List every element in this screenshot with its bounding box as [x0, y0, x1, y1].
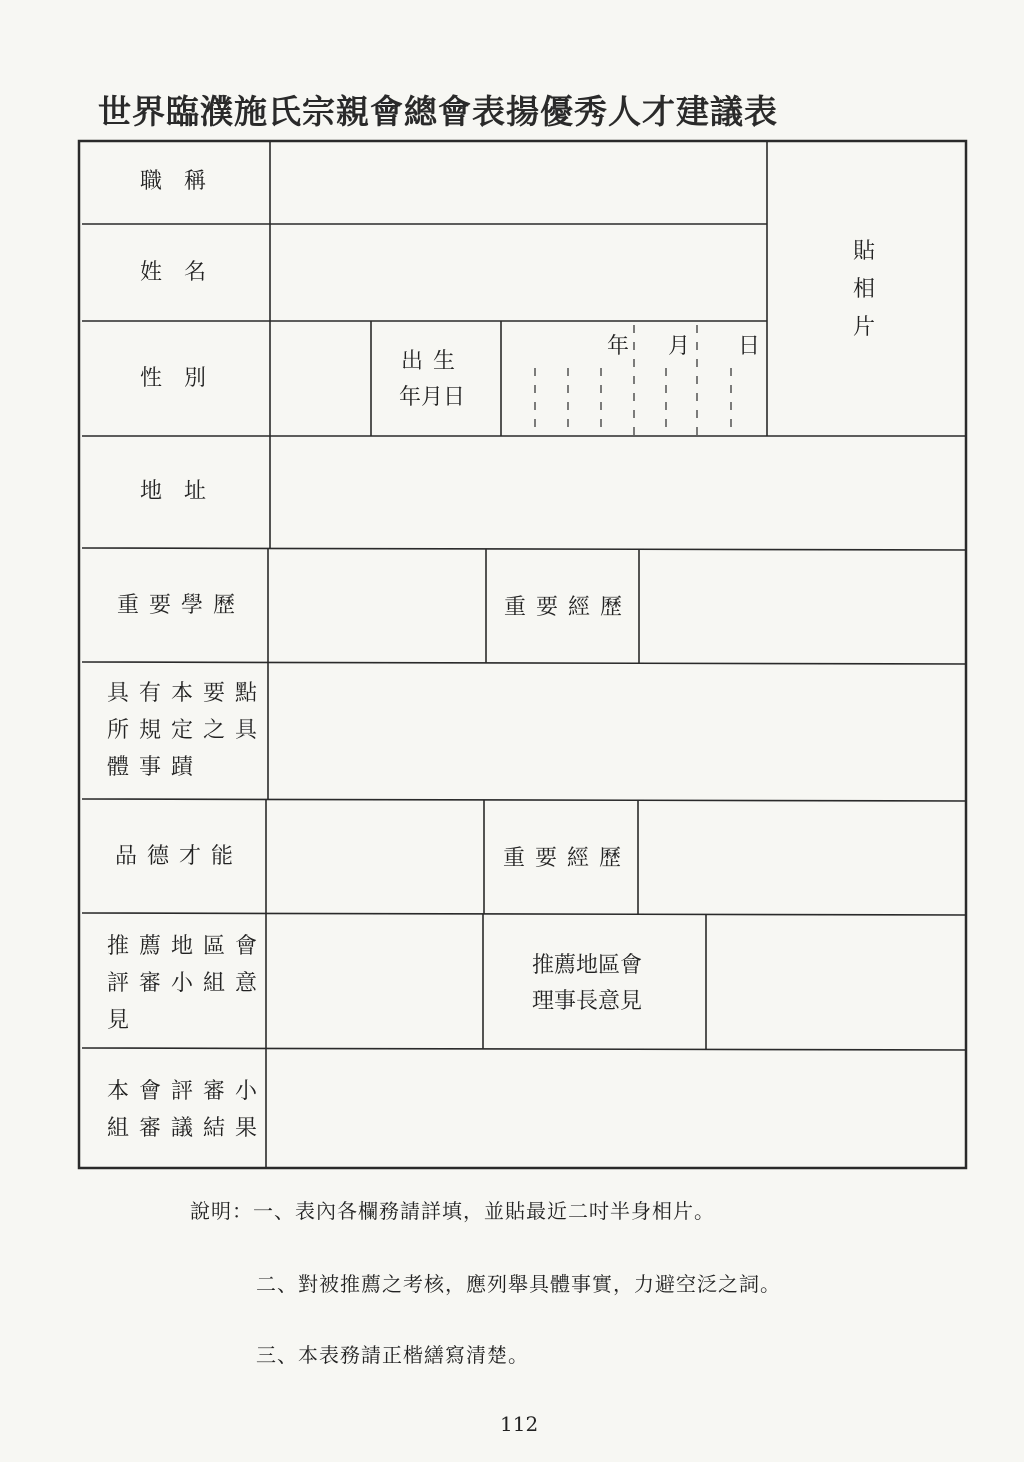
note-line-3: 三、本表務請正楷繕寫清楚。: [256, 1343, 529, 1367]
photo-label-1: 貼: [853, 239, 876, 264]
note-line-2: 二、對被推薦之考核，應列舉具體事實，力避空泛之詞。: [256, 1272, 781, 1296]
birth-year-label: 年: [607, 334, 630, 359]
experience-label-1: 重要經歷: [504, 595, 633, 620]
photo-label-2: 相: [853, 277, 876, 302]
form-title: 世界臨濮施氏宗親會總會表揚優秀人才建議表: [98, 92, 778, 131]
final-result-label-line2: 組審議結果: [107, 1116, 268, 1141]
note-line-1: 說明：一、表內各欄務請詳填，並貼最近二吋半身相片。: [190, 1199, 715, 1223]
character-label: 品德才能: [115, 844, 244, 869]
regional-review-label-line2: 評審小組意: [107, 971, 268, 996]
experience-field-1[interactable]: [641, 551, 964, 661]
name-label: 姓名: [140, 260, 229, 285]
birth-date-field[interactable]: [503, 323, 766, 435]
birth-month-label: 月: [668, 334, 691, 359]
education-label: 重要學歷: [117, 593, 246, 618]
gender-field[interactable]: [272, 323, 370, 435]
character-field[interactable]: [268, 802, 482, 912]
photo-label-3: 片: [853, 315, 876, 340]
gender-label: 性別: [140, 366, 229, 391]
regional-review-label-line1: 推薦地區會: [107, 934, 268, 959]
name-field[interactable]: [272, 226, 766, 320]
birth-label-line1: 出生: [401, 349, 466, 374]
job-title-label: 職稱: [140, 169, 229, 194]
regional-chair-label-line1: 推薦地區會: [532, 953, 643, 978]
page-number: 112: [500, 1412, 539, 1436]
deeds-label-line2: 所規定之具: [107, 718, 268, 743]
education-field[interactable]: [270, 551, 484, 661]
job-title-field[interactable]: [272, 143, 766, 223]
address-field[interactable]: [272, 438, 964, 547]
deeds-field[interactable]: [270, 665, 964, 798]
regional-chair-field[interactable]: [708, 916, 964, 1047]
final-result-field[interactable]: [268, 1051, 964, 1166]
address-label: 地址: [140, 479, 229, 504]
deeds-label-line1: 具有本要點: [107, 681, 268, 706]
final-result-label-line1: 本會評審小: [107, 1079, 268, 1104]
regional-review-field[interactable]: [268, 916, 481, 1047]
experience-field-2[interactable]: [640, 802, 964, 912]
regional-chair-label-line2: 理事長意見: [532, 989, 643, 1014]
birth-day-label: 日: [738, 334, 761, 359]
deeds-label-line3: 體事蹟: [107, 755, 204, 780]
birth-label-line2: 年月日: [399, 385, 466, 410]
regional-review-label-line3: 見: [107, 1008, 140, 1033]
experience-label-2: 重要經歷: [503, 846, 632, 871]
